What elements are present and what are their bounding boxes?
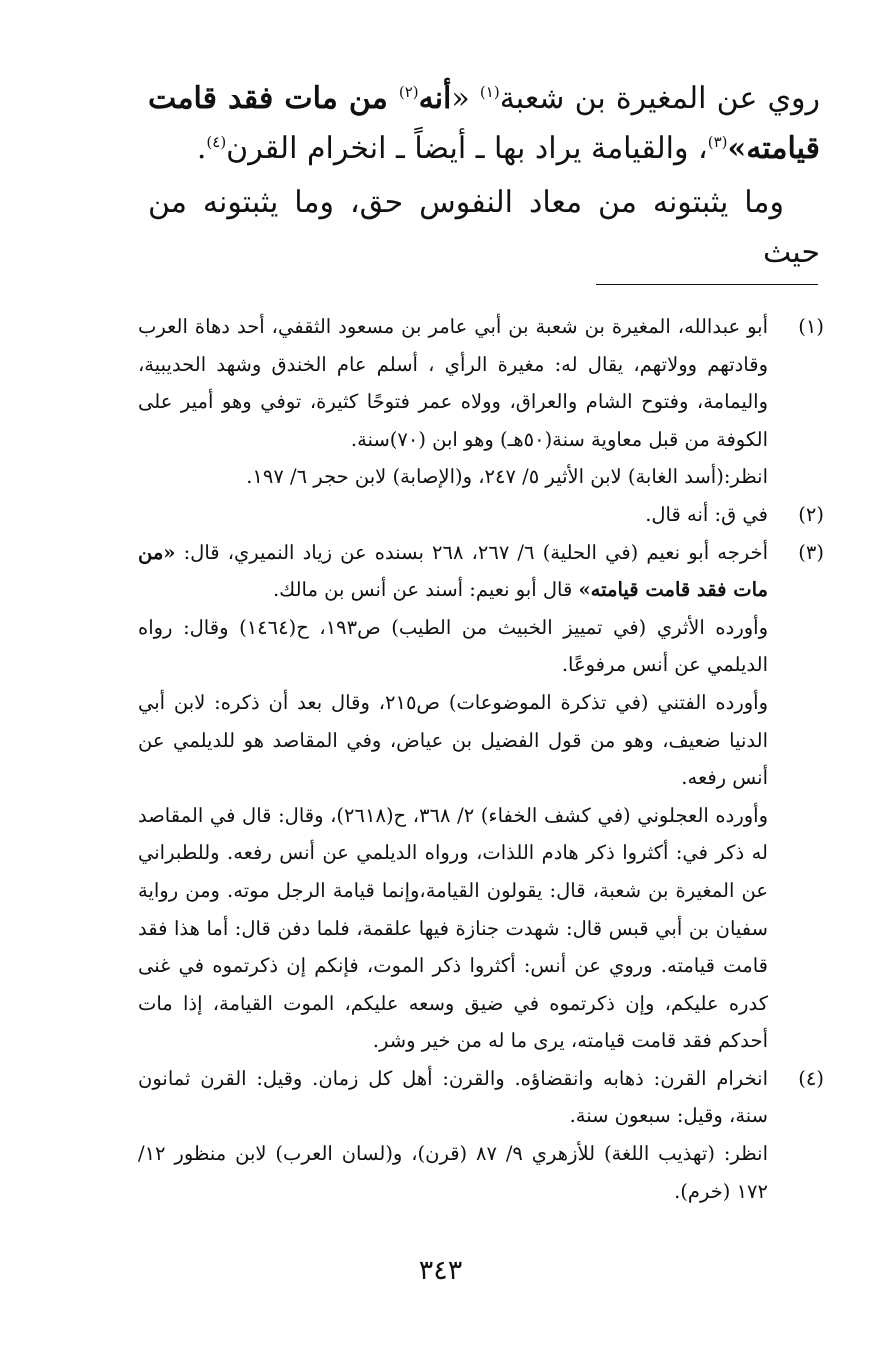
footnote-4	[138, 1060, 824, 1210]
footnote-1	[138, 308, 824, 496]
main-text-segment: «	[451, 81, 480, 116]
page-number: ٣٤٣	[418, 1255, 463, 1286]
footnote-paragraph: أبو عبدالله، المغيرة بن شعبة بن أبي عامر بن مسعود الثقفي، أحد دهاة العرب وقادتهم وولاتهم، يقال له: مغيرة الرأي ، أسلم عام الخندق وشهد الحديبية، واليمامة، وفتوح الشام والعراق، وولاه عمر فتوحًا كثيرة، توفي وهو أمير على الكوفة من قبل معاوية سنة(٥٠هـ) وهو ابن (٧٠)سنة.	[138, 315, 769, 451]
footnote-number: (٤)	[798, 1066, 824, 1090]
main-paragraph-1	[148, 74, 820, 174]
main-text-segment: روي عن المغيرة بن شعبة	[499, 81, 820, 116]
main-text-segment: .	[196, 131, 207, 166]
footnote-ref-1: (١)	[479, 83, 500, 101]
footnote-body	[138, 308, 768, 496]
footnote-paragraph: في ق: أنه قال.	[645, 502, 768, 526]
footnote-ref-2: (٢)	[398, 83, 419, 101]
footnote-number: (١)	[798, 315, 824, 338]
footnote-number: (٣)	[798, 540, 824, 564]
footnote-text: أخرجه أبو نعيم (في الحلية) ٦/ ٢٦٧، ٢٦٨ بسنده عن زياد النميري، قال:	[175, 540, 768, 564]
quoted-hadith: «من مات فقد قامت قيامته»	[138, 540, 768, 602]
footnote-paragraph: وأورده العجلوني (في كشف الخفاء) ٢/ ٣٦٨، ح(٢٦١٨)، وقال: قال في المقاصد له ذكر في: أكثروا ذكر هادم اللذات، ورواه الديلمي عن أنس رفعه. وللطبراني عن المغيرة بن شعبة، قال: يقولون القيامة،وإنما قيامة الرجل موته. ومن رواية سفيان بن أبي قبس قال: شهدت جنازة فيها علقمة، فلما دفن قال: أما هذا فقد قامت قيامته. وروي عن أنس: أكثروا ذكر الموت، فإنكم إن ذكرتموه في غنى كدره عليكم، وإن ذكرتموه في ضيق وسعه عليكم، الموت القيامة، إذا مات أحدكم فقد قامت قيامته، يرى ما له من خير وشر.	[138, 803, 769, 1053]
main-text	[148, 74, 820, 278]
footnote-paragraph: انظر:(أسد الغابة) لابن الأثير ٥/ ٢٤٧، و(الإصابة) لابن حجر ٦/ ١٩٧.	[246, 465, 768, 489]
footnote-2	[138, 496, 824, 534]
footnote-number: (٢)	[798, 502, 824, 526]
main-paragraph-2: وما يثبتونه من معاد النفوس حق، وما يثبتونه من حيث	[148, 185, 820, 270]
footnote-3	[138, 534, 824, 1060]
footnote-paragraph: وأورده الأثري (في تمييز الخبيث من الطيب) ص١٩٣، ح(١٤٦٤) وقال: رواه الديلمي عن أنس مرفوعًا.	[138, 615, 769, 677]
footnotes	[138, 308, 824, 1210]
footnote-ref-3: (٣)	[707, 133, 728, 151]
main-text-segment: »	[727, 131, 747, 166]
footnote-body	[138, 496, 768, 534]
footnote-divider	[596, 284, 818, 285]
footnote-paragraph	[138, 534, 768, 609]
footnote-body	[138, 534, 768, 1060]
footnote-body	[138, 1060, 768, 1210]
footnote-paragraph: انظر: (تهذيب اللغة) للأزهري ٩/ ٨٧ (قرن)، و(لسان العرب) لابن منظور ١٢/ ١٧٢ (خرم).	[138, 1142, 768, 1203]
footnote-paragraph: انخرام القرن: ذهابه وانقضاؤه. والقرن: أهل كل زمان. وقيل: القرن ثمانون سنة، وقيل: سبعون سنة.	[138, 1066, 768, 1128]
main-text-segment: ، والقيامة يراد بها ـ أيضاً ـ انخرام القرن	[226, 131, 708, 166]
footnote-text: قال أبو نعيم: أسند عن أنس بن مالك.	[272, 578, 579, 602]
quoted-hadith: من مات فقد قامت قيامته	[148, 81, 820, 166]
footnote-paragraph: وأورده الفتني (في تذكرة الموضوعات) ص٢١٥، وقال بعد أن ذكره: لابن أبي الدنيا ضعيف، وهو من قول الفضيل بن عياض، وفي المقاصد هو للديلمي عن أنس رفعه.	[138, 690, 768, 790]
main-text-segment: أنه	[418, 81, 452, 116]
footnote-ref-4: (٤)	[206, 133, 227, 151]
